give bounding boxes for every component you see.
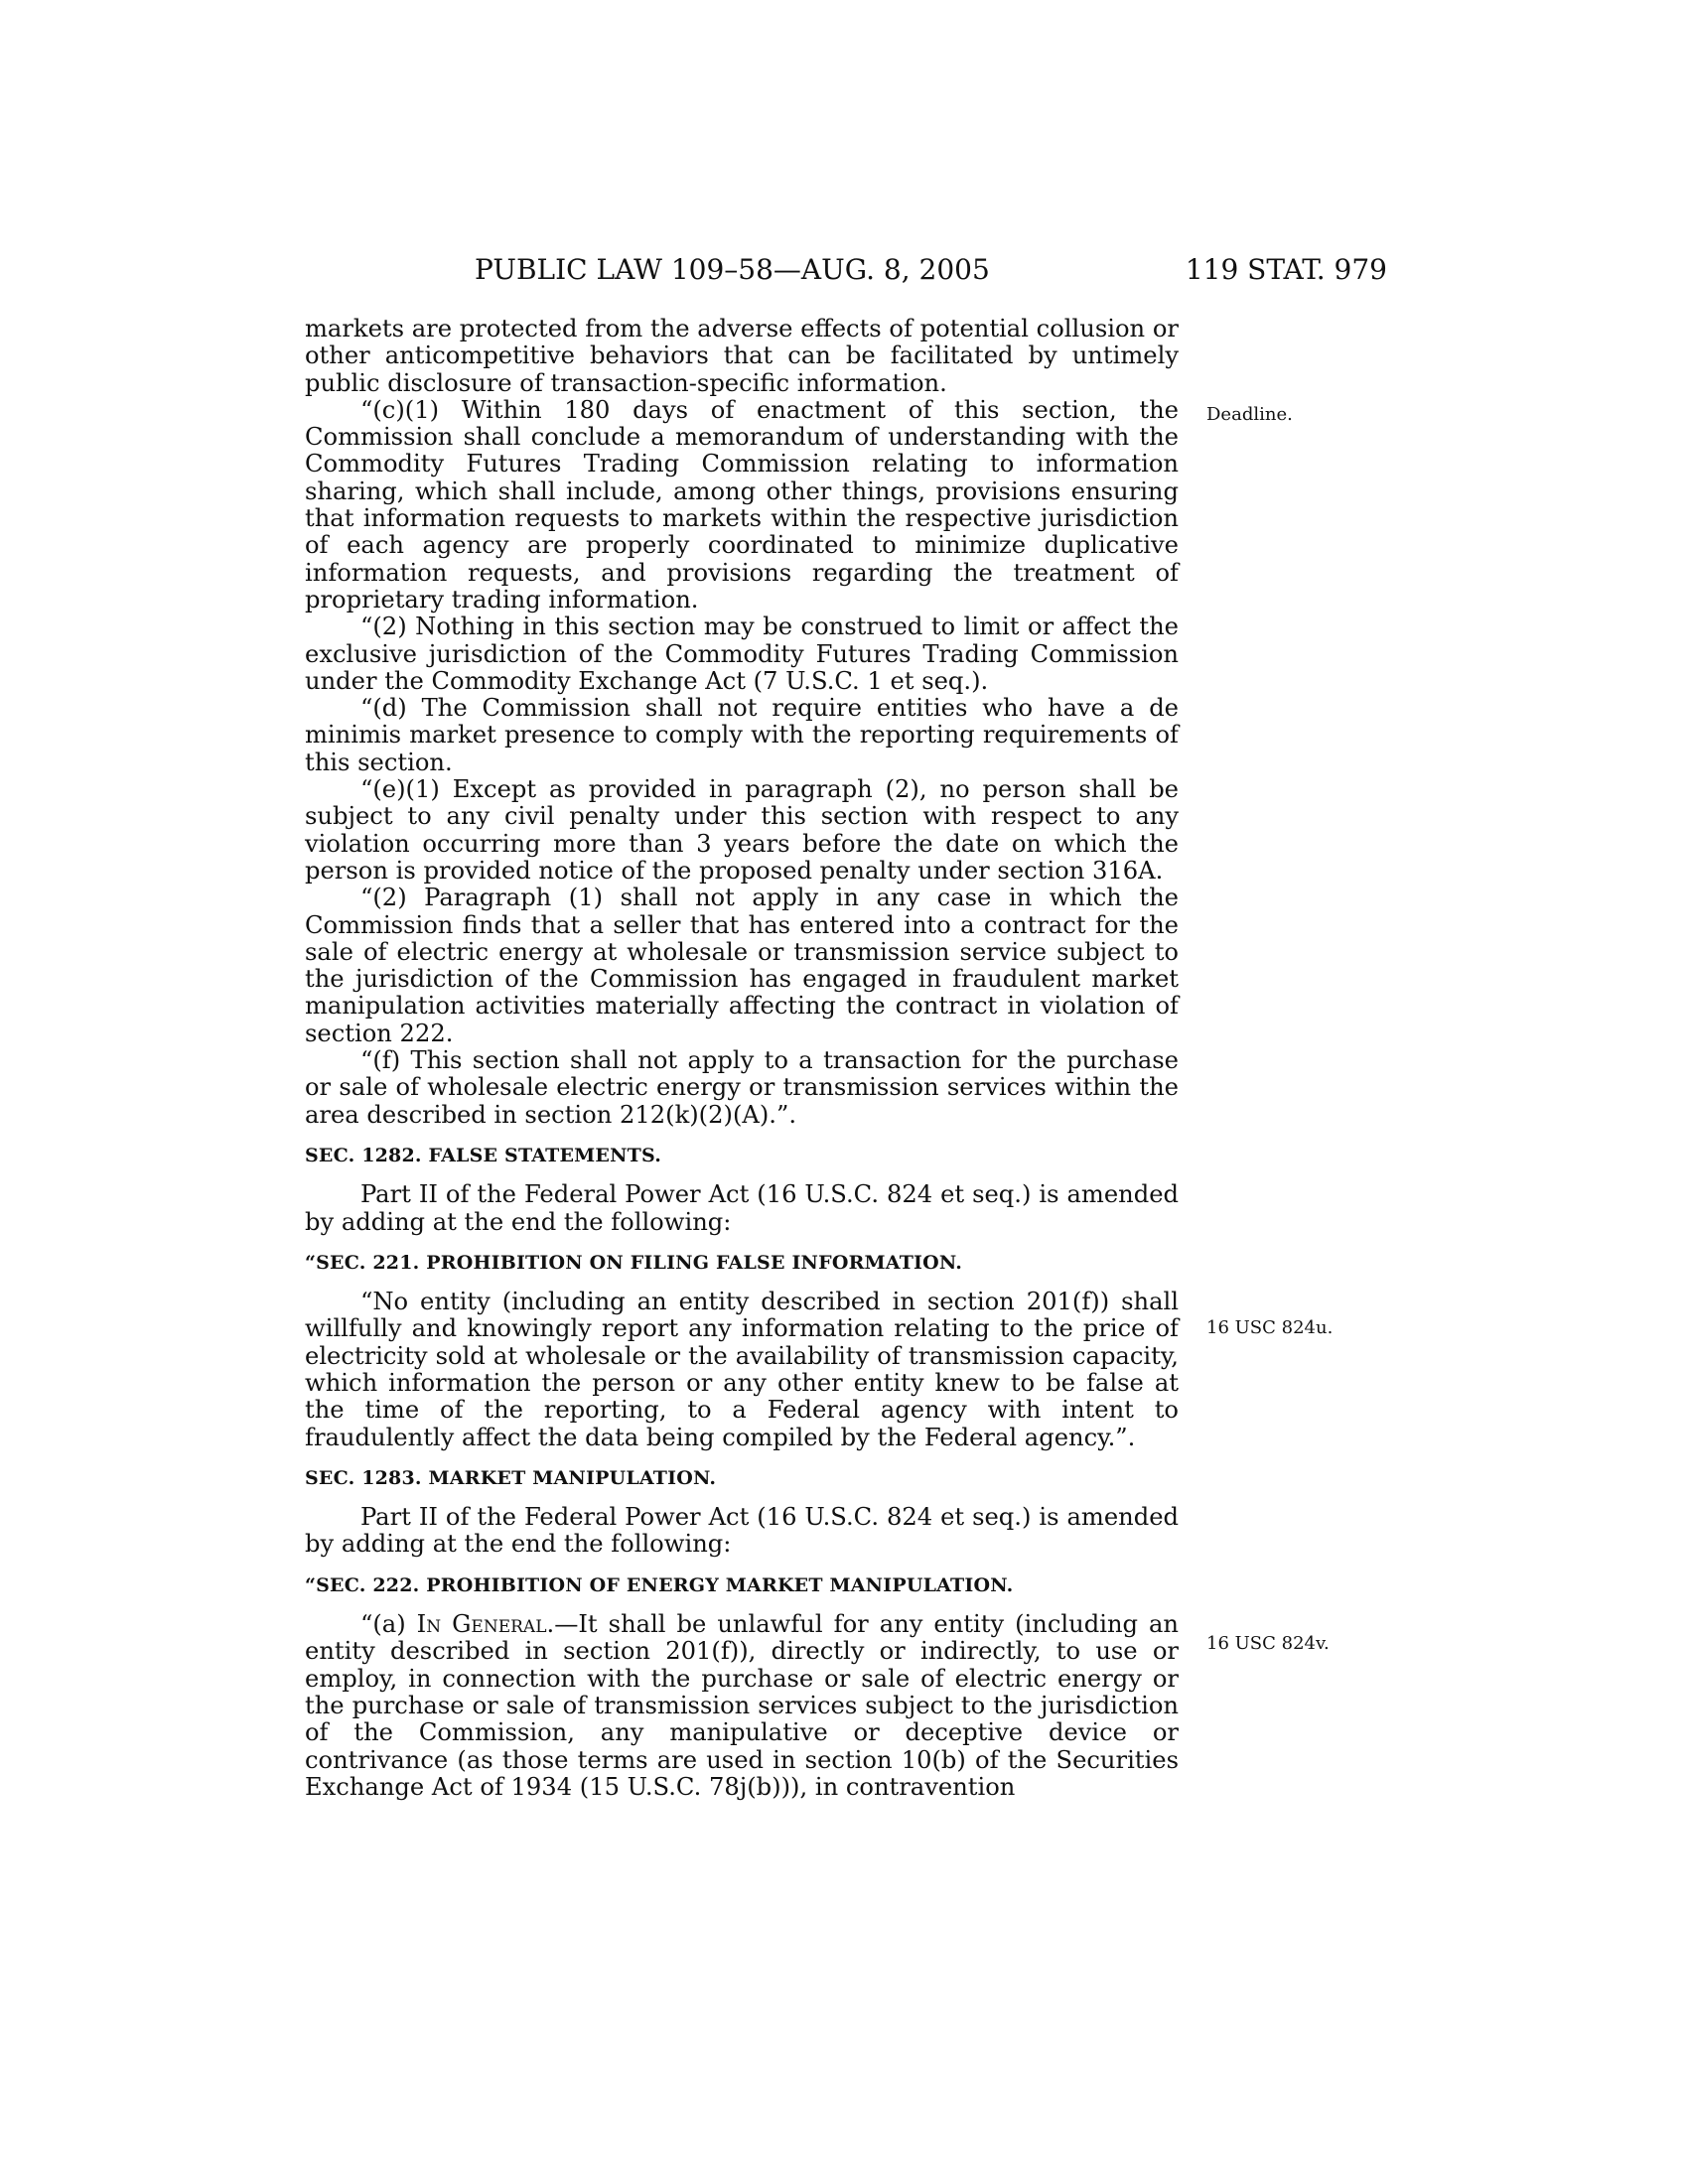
paragraph-222-a-text: .—It shall be unlawful for any entity (including an entity described in section 201(f)), directly or indirectly, to use or employ, in connection with the purchase or sale of electric energy or the purchase or sale of transmission services subject to the jurisdiction of the Commission, any manipulative or deceptive device or contrivance (as those terms are used in section 10(b) of the Securities Exchange Act of 1934 (15 U.S.C. 78j(b))), in contravention [305,1610,1180,1801]
paragraph-1282-amendment: Part II of the Federal Power Act (16 U.S.C. 824 et seq.) is amended by adding at the end the following: [305,1180,1179,1236]
paragraph-222-a-caption: In General [416,1610,547,1639]
paragraph-e1: “(e)(1) Except as provided in paragraph (2), no person shall be subject to any civil penalty under this section with respect to any violation occurring more than 3 years before the date on which the person is provided notice of the proposed penalty under section 316A. [305,775,1179,885]
section-heading-1282: SEC. 1282. FALSE STATEMENTS. [305,1144,662,1166]
paragraph-f: “(f) This section shall not apply to a transaction for the purchase or sale of wholesale electric energy or transmission services within the area described in section 212(k)(2)(A).”. [305,1046,1179,1129]
body-text [305,316,1179,1801]
margin-note-16-usc-824u: 16 USC 824u. [1206,1317,1334,1338]
running-head [0,253,1688,293]
paragraph-222-a-lead: “(a) [360,1610,417,1639]
section-heading-222: “SEC. 222. PROHIBITION OF ENERGY MARKET MANIPULATION. [305,1573,1014,1596]
paragraph-e2: “(2) Paragraph (1) shall not apply in any case in which the Commission finds that a seller that has entered into a contract for the sale of electric energy at wholesale or transmission service subject to the jurisdiction of the Commission has engaged in fraudulent market manipulation activities materially affecting the contract in violation of section 222. [305,884,1179,1047]
section-heading-221: “SEC. 221. PROHIBITION ON FILING FALSE INFORMATION. [305,1251,963,1274]
paragraph-1283-amendment: Part II of the Federal Power Act (16 U.S.C. 824 et seq.) is amended by adding at the end the following: [305,1503,1179,1559]
paragraph-222-a [305,1611,1179,1801]
paragraph-d: “(d) The Commission shall not require entities who have a de minimis market presence to comply with the reporting requirements of this section. [305,694,1179,776]
margin-note-deadline: Deadline. [1206,404,1293,425]
section-heading-1283: SEC. 1283. MARKET MANIPULATION. [305,1466,717,1489]
paragraph-221-text: “No entity (including an entity described in section 201(f)) shall willfully and knowingly report any information relating to the price of electricity sold at wholesale or the availability of transmission capacity, which information the person or any other entity knew to be false at the time of the reporting, to a Federal agency with intent to fraudulently affect the data being compiled by the Federal agency.”. [305,1288,1179,1451]
paragraph-c2: “(2) Nothing in this section may be construed to limit or affect the exclusive jurisdiction of the Commodity Futures Trading Commission under the Commodity Exchange Act (7 U.S.C. 1 et seq.). [305,613,1179,695]
margin-note-16-usc-824v: 16 USC 824v. [1206,1633,1330,1654]
stat-page-number: 119 STAT. 979 [1185,253,1387,286]
paragraph-c1: “(c)(1) Within 180 days of enactment of this section, the Commission shall conclude a memorandum of understanding with the Commodity Futures Trading Commission relating to information sharing, which shall include, among other things, provisions ensuring that information requests to markets within the respective jurisdiction of each agency are properly coordinated to minimize duplicative information requests, and provisions regarding the treatment of proprietary trading information. [305,395,1179,614]
paragraph-continuation: markets are protected from the adverse effects of potential collusion or other anticompetitive behaviors that can be facilitated by untimely public disclosure of transaction-specific information. [305,315,1179,397]
law-title: PUBLIC LAW 109–58—AUG. 8, 2005 [475,253,990,286]
